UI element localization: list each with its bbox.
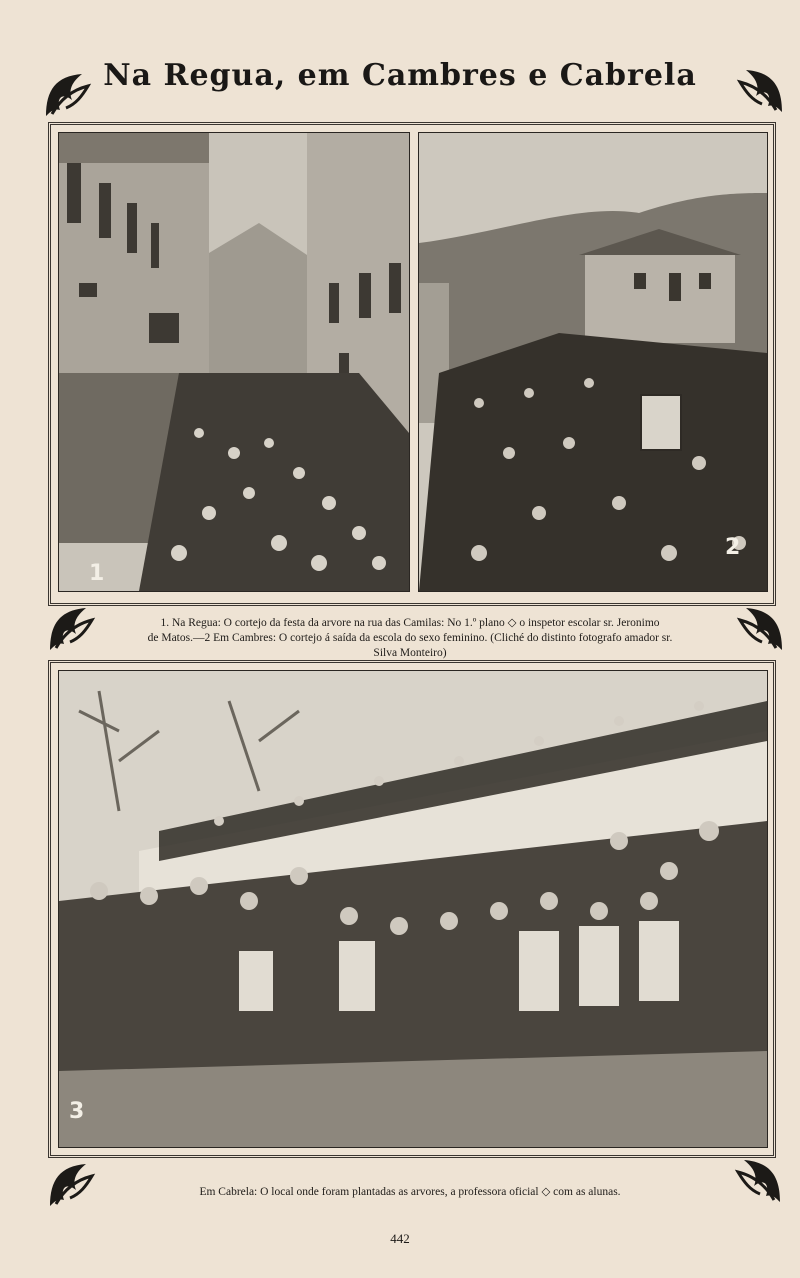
photo-hillside-procession: [418, 132, 768, 592]
photo-number: 2: [725, 535, 741, 560]
art-nouveau-ornament-icon: [736, 604, 786, 654]
caption-line: Silva Monteiro): [373, 647, 447, 659]
page-number: 442: [390, 1231, 410, 1246]
top-caption: [100, 616, 720, 661]
photo-school-group: [58, 670, 768, 1148]
art-nouveau-ornament-icon: [46, 1160, 96, 1210]
art-nouveau-ornament-icon: [46, 604, 96, 654]
caption-line: de Matos.—2 Em Cambres: O cortejo á saída da escola do sexo feminino. (Cliché do distinto fotografo amador sr.: [147, 632, 673, 644]
art-nouveau-ornament-icon: [736, 66, 786, 116]
hillside-procession-photo-icon: [419, 133, 767, 591]
school-group-photo-icon: [59, 671, 767, 1147]
art-nouveau-ornament-icon: [42, 70, 92, 120]
page-title: Na Regua, em Cambres e Cabrela: [103, 58, 697, 93]
photo-number: 1: [89, 561, 105, 586]
bottom-caption: Em Cabrela: O local onde foram plantadas as arvores, a professora oficial ◇ com as alunas.: [199, 1186, 621, 1198]
caption-line: 1. Na Regua: O cortejo da festa da arvore na rua das Camilas: No 1.º plano ◇ o inspetor escolar sr. Jeronimo: [160, 617, 660, 629]
photo-number: 3: [69, 1099, 85, 1124]
street-procession-photo-icon: [59, 133, 409, 591]
photo-street-procession: [58, 132, 410, 592]
art-nouveau-ornament-icon: [734, 1156, 784, 1206]
